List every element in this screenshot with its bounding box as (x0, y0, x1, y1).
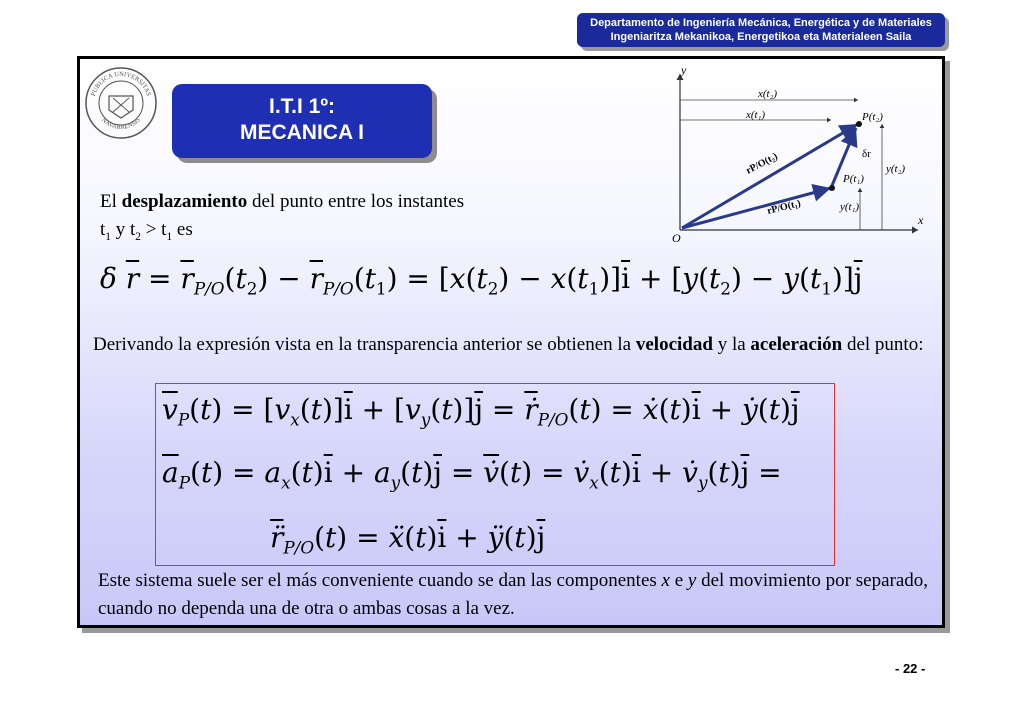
displacement-equation: δ $\overline{r} = \overline{r}_{P/O}(t_2) - \overline{r}_{P/O}(t_1) = [x(t_2) - x(t_1)]\overline{i} + [y(t_2) - y(t_1)]\overline{j}$ (100, 262, 863, 299)
acceleration-equation: $\overline{a}_P(t) = a_x(t)\overline{i} + a_y(t)\overline{j}$ = v̇(t) = $v̇_x(t)\overline{i}$ + $v̇_y(t)\overline{j}$ = (162, 456, 782, 493)
department-name-es: Departamento de Ingeniería Mecánica, Energética y de Materiales (590, 17, 932, 29)
x-axis-label: x (918, 213, 924, 227)
course-name: MECANICA I (239, 121, 365, 144)
svg-text:PUBLICA UNIVERSITAS: PUBLICA UNIVERSITAS (89, 70, 153, 98)
svg-text:NAVARRENSIS: NAVARRENSIS (100, 116, 142, 131)
x-t2-label: x(t₂) (758, 88, 778, 100)
velocity-equation: $\overline{v}_P(t) = [v_x(t)]\overline{i} + [v_y(t)]\overline{j} = \overline{ṙ}_{P/O}(t)$ = $ẋ(t)\overline{i}$ + $ẏ(t)\overline{j}$ (162, 393, 800, 430)
derivation-intro: Derivando la expresión vista en la transparencia anterior se obtienen la velocidad y la aceleración del punto: (93, 334, 924, 355)
P-t2-label: P(t₂) (862, 111, 883, 123)
r-t1-label: rP/O(t₁) (766, 197, 802, 217)
page-number: - 22 - (895, 661, 926, 676)
y-t1-label: y(t₁) (840, 201, 860, 213)
department-name-eu: Ingeniaritza Mekanikoa, Energetikoa eta Materialeen Saila (610, 31, 912, 43)
department-header (577, 13, 945, 47)
course-code: I.T.I 1º: (268, 95, 335, 118)
displacement-intro: El desplazamiento del punto entre los instantes $t_1$ y $t_2 > t_1$ es (100, 191, 465, 243)
position-vector-diagram (668, 62, 930, 242)
y-t2-label: y(t₂) (886, 163, 906, 175)
y-axis-label: y (681, 63, 687, 77)
university-seal-icon (84, 66, 158, 140)
acceleration-second-derivative-equation: $r̈_{P/O}(t)$ = $ẍ(t)\overline{i}$ + $ÿ(t)\overline{j}$ (270, 521, 546, 558)
system-note: Este sistema suele ser el más conveniente cuando se dan las componentes x e y del movimiento por separado, cuando no dependa una de otra o ambas cosas a la vez. (98, 570, 929, 619)
delta-r-label: δr (862, 148, 871, 160)
r-t2-label: rP/O(t₂) (744, 150, 780, 177)
P-t1-label: P(t₁) (843, 173, 864, 185)
origin-label: O (672, 231, 681, 242)
course-title (172, 84, 432, 158)
x-t1-label: x(t₁) (746, 109, 766, 121)
